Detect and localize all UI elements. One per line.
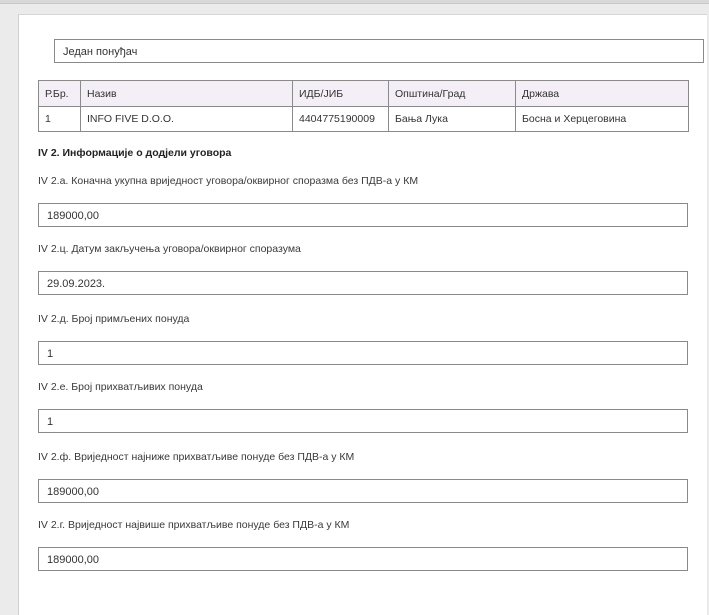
header-municipality: Општина/Град	[389, 81, 516, 107]
cell-country: Босна и Херцеговина	[516, 107, 689, 132]
field-label-contract-date: IV 2.ц. Датум закључења уговора/оквирног споразума	[38, 243, 301, 255]
header-number: Р.Бр.	[39, 81, 81, 107]
field-value-contract-value: 189000,00	[38, 203, 688, 227]
field-value-contract-date: 29.09.2023.	[38, 271, 688, 295]
field-value-acceptable-bids: 1	[38, 409, 688, 433]
cell-municipality: Бања Лука	[389, 107, 516, 132]
bidder-type-field: Један понуђач	[54, 39, 704, 63]
table-row	[39, 107, 689, 132]
field-label-contract-value: IV 2.а. Коначна укупна вриједност уговора/оквирног споразма без ПДВ-а у КМ	[38, 175, 419, 187]
header-id: ИДБ/ЈИБ	[293, 81, 389, 107]
cell-number: 1	[39, 107, 81, 132]
bidders-table	[38, 80, 689, 132]
section-title: IV 2. Информације о додјели уговора	[38, 147, 232, 159]
header-name: Назив	[81, 81, 293, 107]
field-label-highest-bid: IV 2.г. Вриједност највише прихватљиве понуде без ПДВ-а у КМ	[38, 519, 350, 531]
field-value-received-bids: 1	[38, 341, 688, 365]
document-page	[18, 14, 707, 615]
field-label-acceptable-bids: IV 2.е. Број прихватљивих понуда	[38, 381, 203, 393]
header-country: Држава	[516, 81, 689, 107]
field-label-received-bids: IV 2.д. Број примљених понуда	[38, 313, 190, 325]
cell-id: 4404775190009	[293, 107, 389, 132]
field-label-lowest-bid: IV 2.ф. Вриједност најниже прихватљиве понуде без ПДВ-а у КМ	[38, 451, 355, 463]
table-header-row	[39, 81, 689, 107]
field-value-highest-bid: 189000,00	[38, 547, 688, 571]
window-top-bar	[0, 0, 709, 4]
field-value-lowest-bid: 189000,00	[38, 479, 688, 503]
cell-name: INFO FIVE D.O.O.	[81, 107, 293, 132]
